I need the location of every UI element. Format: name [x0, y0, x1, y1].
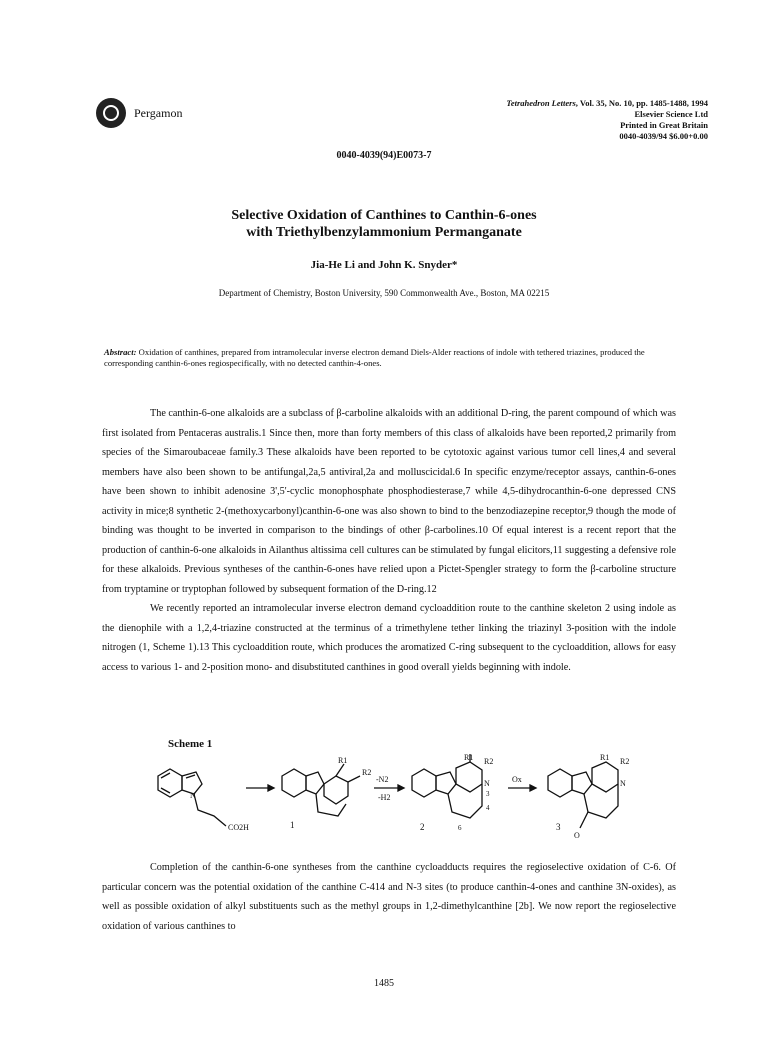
journal-volume: , Vol. 35, No. 10, pp. 1485-1488, 1994 [575, 98, 708, 108]
scheme-r2-a: R2 [362, 768, 372, 777]
publisher-name: Pergamon [134, 106, 183, 120]
authors: Jia-He Li and John K. Snyder* [310, 259, 458, 271]
compound-2-structure [412, 754, 493, 832]
publisher-logo [96, 98, 126, 128]
doi: 0040-4039(94)E0073-7 [336, 150, 432, 161]
indole-acid-structure [158, 769, 249, 832]
title-line-2: with Triethylbenzylammonium Permanganate [246, 225, 522, 240]
scheme-ox: Ox [512, 775, 522, 784]
scheme-cmp-2: 2 [420, 822, 425, 832]
scheme-r2-c: R2 [620, 757, 630, 766]
scheme-pos-3: 3 [486, 790, 490, 798]
journal-price-line: 0040-4039/94 $6.00+0.00 [619, 131, 708, 141]
scheme-minus-h2: -H2 [378, 793, 391, 802]
affiliation: Department of Chemistry, Boston University, 590 Commonwealth Ave., Boston, MA 02215 [218, 288, 550, 298]
body-text-intro [102, 404, 676, 677]
abstract [104, 347, 664, 369]
journal-printed-line: Printed in Great Britain [620, 120, 708, 130]
scheme-minus-n2: -N2 [376, 775, 389, 784]
scheme-r1-a: R1 [338, 756, 348, 765]
scheme-n-c: N [620, 779, 626, 788]
scheme-co2h: CO2H [228, 823, 249, 832]
scheme-pos-4: 4 [486, 804, 490, 812]
scheme-n-a: N [190, 791, 196, 800]
scheme-r2-b: R2 [484, 757, 494, 766]
scheme-n3-b: N [484, 779, 490, 788]
body-text-continued [102, 858, 676, 936]
paragraph-3: Completion of the canthin-6-one syntheses from the canthine cycloadducts requires the regioselective oxidation of C-6. Of particular concern was the potential oxidation of the canthine C-414 and N-3 sites (to produce canthin-4-ones and canthine 3N-oxides), as well as possible oxidation of alkyl substituents such as the methyl groups in 1,2-dimethylcanthine [2b]. We now report the regioselective oxidation of various canthines to [102, 862, 676, 932]
scheme-r1-b: R1 [464, 754, 474, 762]
page-number: 1485 [374, 978, 394, 989]
scheme-label: Scheme 1 [168, 738, 213, 750]
scheme-cmp-1: 1 [290, 820, 295, 830]
scheme-cmp-3: 3 [556, 822, 561, 832]
abstract-label: Abstract: [104, 347, 137, 357]
scheme-r1-c: R1 [600, 754, 610, 762]
compound-1-structure [282, 756, 371, 830]
paragraph-2: We recently reported an intramolecular inverse electron demand cycloaddition route to the canthine skeleton 2 using indole as the dienophile with a 1,2,4-triazine constructed at the terminus of a trimethylene tether linking the triazinyl 3-position with the indole nitrogen (1, Scheme 1).13 This cycloaddition route, which produces the aromatized C-ring subsequent to the cycloaddition, allows for easy access to various 1- and 2-position mono- and disubstituted canthines in good overall yields beginning with indole. [102, 603, 676, 673]
scheme-1-diagram [140, 754, 700, 850]
scheme-o: O [574, 831, 580, 840]
journal-publisher-line: Elsevier Science Ltd [634, 109, 708, 119]
journal-name: Tetrahedron Letters [506, 98, 576, 108]
abstract-text: Oxidation of canthines, prepared from intramolecular inverse electron demand Diels-Alder reactions of indole with tethered triazines, produced the corresponding canthin-6-ones regiospecifically, with no detected canthin-4-ones. [104, 347, 645, 368]
journal-citation [506, 98, 708, 142]
scheme-pos-6: 6 [458, 824, 462, 832]
title-line-1: Selective Oxidation of Canthines to Canthin-6-ones [231, 208, 537, 223]
compound-3-structure [548, 754, 629, 840]
paragraph-1: The canthin-6-one alkaloids are a subclass of β-carboline alkaloids with an additional D-ring, the parent compound of which was first isolated from Pentaceras australis.1 Since then, more than forty members of this class of alkaloids have been reported,2 primarily from species of the Simaroubaceae family.3 These alkaloids have been reported to be cytotoxic against various tumor cell lines,4 and several members have also been shown to be antifungal,2a,5 antiviral,2a and molluscicidal.6 In specific enzyme/receptor assays, canthin-6-ones have been shown to inhibit adenosine 3',5'-cyclic monophosphate phosphodiesterase,7 while 4,5-dihydrocanthin-6-one depressed CNS activity in mice;8 synthetic 2-(methoxycarbonyl)canthin-6-one was also shown to bind to the benzodiazepine receptor,9 though the mode of binding was thought to be inverted in comparison to the bindings of other β-carbolines.10 Of equal interest is a recent report that the production of canthin-6-one alkaloids in Ailanthus altissima cell cultures can be stimulated by fungal elicitors,11 suggesting a defensive role for these alkaloids. Previous syntheses of the canthin-6-ones have relied upon a Pictet-Spengler strategy to form the β-carboline structure from tryptamine or tryptophan followed by subsequent formation of the D-ring.12 [102, 408, 676, 595]
paper-title [0, 207, 768, 241]
